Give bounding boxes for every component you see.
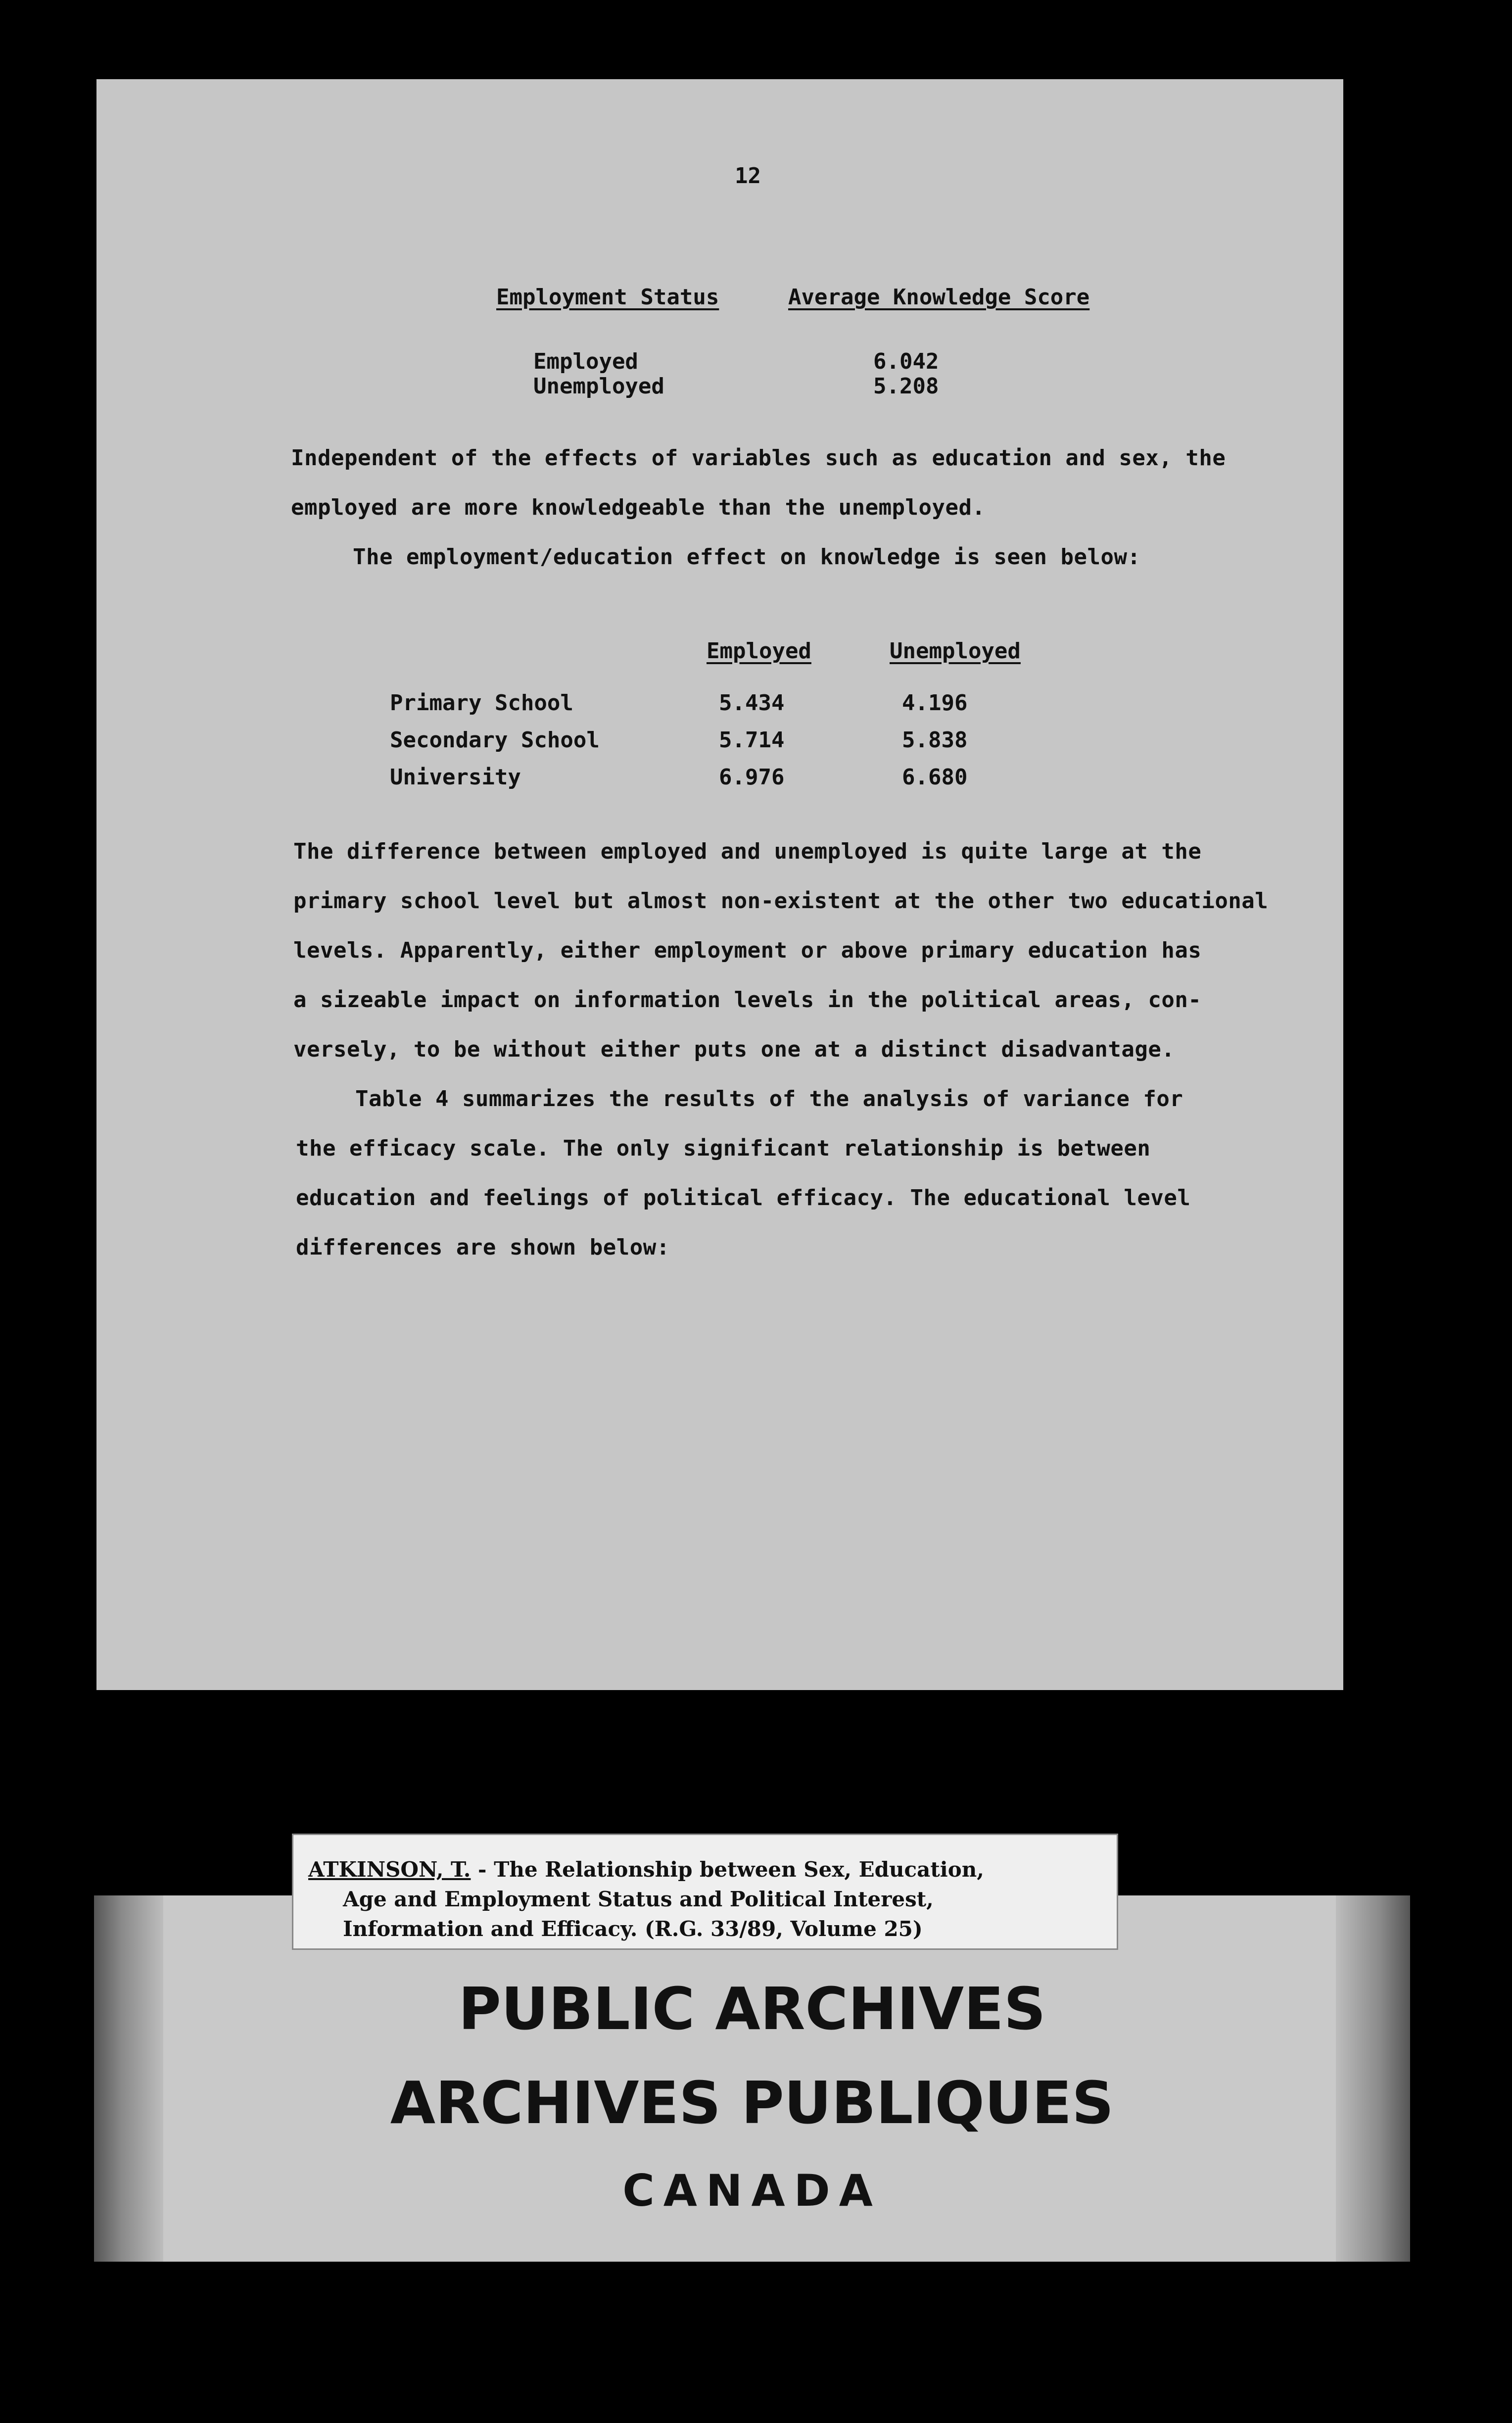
label-line-1-text: - The Relationship between Sex, Education, xyxy=(471,1857,984,1882)
paragraph2-line: levels. Apparently, either employment or above primary education has xyxy=(293,938,1202,963)
paragraph2-line: a sizeable impact on information levels in the political areas, con- xyxy=(293,987,1202,1013)
table1-row-unemployed-label: Unemployed xyxy=(533,374,664,399)
paragraph1-line: employed are more knowledgeable than the unemployed. xyxy=(291,495,986,520)
table2-header-unemployed: Unemployed xyxy=(890,638,1021,664)
paragraph2-line: primary school level but almost non-existent at the other two educational xyxy=(293,888,1269,914)
table2-row-employed: 6.976 xyxy=(719,765,785,790)
label-line-2: Age and Employment Status and Political Interest, xyxy=(343,1887,934,1911)
paragraph1-line: Independent of the effects of variables such as education and sex, the xyxy=(291,445,1226,471)
paragraph2-line: education and feelings of political efficacy. The educational level xyxy=(296,1185,1191,1211)
page-number: 12 xyxy=(735,163,761,189)
label-line-3: Information and Efficacy. (R.G. 33/89, Volume 25) xyxy=(343,1917,923,1941)
table2-row-unemployed: 5.838 xyxy=(902,727,968,753)
paragraph2-line: Table 4 summarizes the results of the analysis of variance for xyxy=(355,1086,1183,1112)
archive-catalog-label xyxy=(292,1834,1118,1950)
document-page xyxy=(96,79,1343,1690)
paragraph2-line: The difference between employed and unemployed is quite large at the xyxy=(293,839,1202,864)
table2-row-label: Primary School xyxy=(390,690,573,716)
table1-header-employment-status: Employment Status xyxy=(496,285,719,310)
table2-row-label: University xyxy=(390,765,521,790)
archive-card xyxy=(94,1895,1410,2262)
table1-row-employed-value: 6.042 xyxy=(873,349,939,374)
table1-header-average-knowledge-score: Average Knowledge Score xyxy=(788,285,1090,310)
table1-row-unemployed-value: 5.208 xyxy=(873,374,939,399)
table2-header-employed: Employed xyxy=(707,638,811,664)
table2-row-employed: 5.434 xyxy=(719,690,785,716)
archive-title-fr: ARCHIVES PUBLIQUES xyxy=(390,2069,1114,2137)
table2-row-label: Secondary School xyxy=(390,727,600,753)
table2-row-unemployed: 4.196 xyxy=(902,690,968,716)
table1-row-employed-label: Employed xyxy=(533,349,638,374)
paragraph2-line: the efficacy scale. The only significant relationship is between xyxy=(296,1136,1151,1161)
archive-country: CANADA xyxy=(622,2165,882,2216)
paragraph1-line: The employment/education effect on knowledge is seen below: xyxy=(353,544,1141,570)
paragraph2-line: versely, to be without either puts one at a distinct disadvantage. xyxy=(293,1037,1175,1062)
table2-row-employed: 5.714 xyxy=(719,727,785,753)
table2-row-unemployed: 6.680 xyxy=(902,765,968,790)
paragraph2-line: differences are shown below: xyxy=(296,1235,670,1260)
label-line-1 xyxy=(308,1857,984,1882)
label-author: ATKINSON, T. xyxy=(308,1857,471,1882)
archive-title-en: PUBLIC ARCHIVES xyxy=(458,1975,1046,2043)
